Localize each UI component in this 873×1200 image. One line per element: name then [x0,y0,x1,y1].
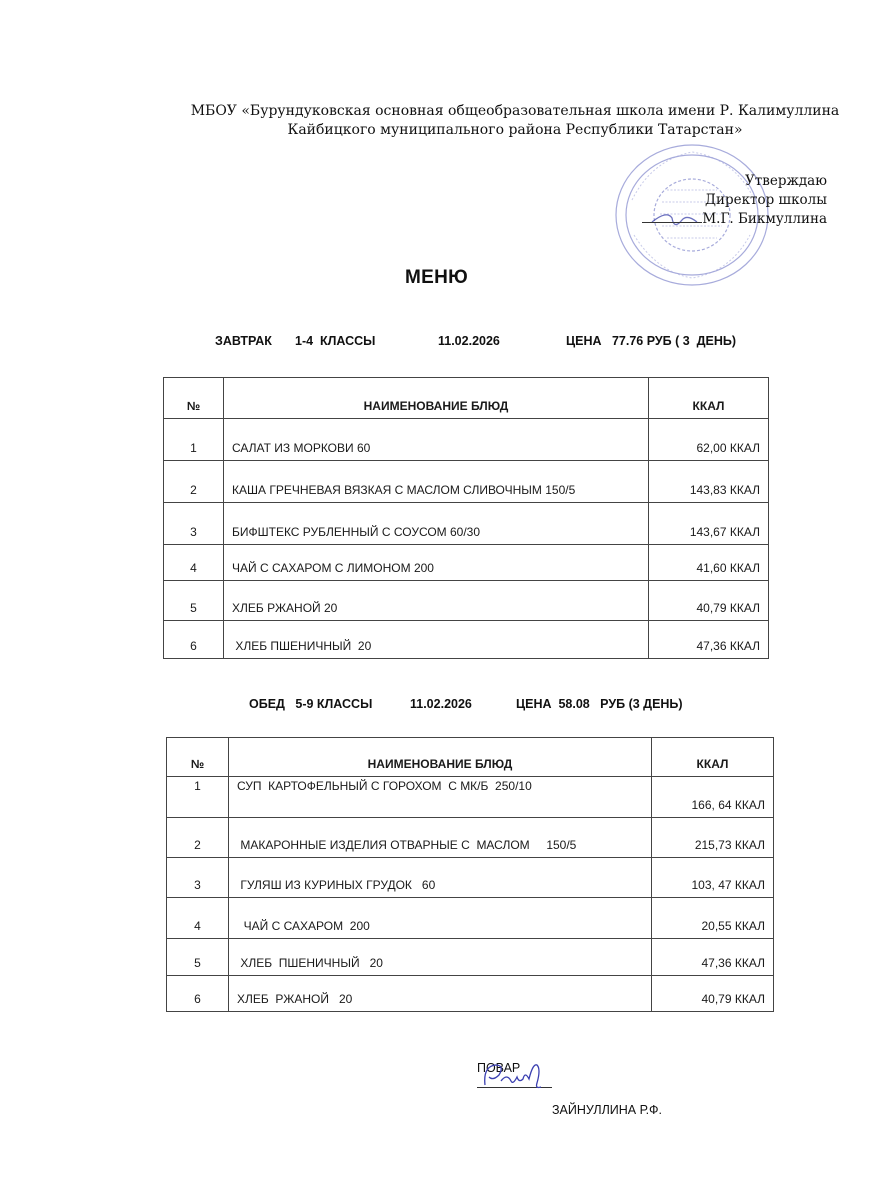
director-title: Директор школы [704,192,827,208]
cook-name: ЗАЙНУЛЛИНА Р.Ф. [551,1103,663,1117]
breakfast-menu-table [163,377,769,659]
row-number: 2 [167,818,229,858]
table-row [164,621,769,659]
dish-name: ЧАЙ С САХАРОМ С ЛИМОНОМ 200 [224,545,649,581]
org-line-2: Кайбицкого муниципального района Республики Татарстан» [287,122,743,138]
dish-kcal: 143,67 ККАЛ [649,503,769,545]
table-row [167,818,774,858]
dish-kcal: 103, 47 ККАЛ [652,858,774,898]
dish-name: ХЛЕБ ПШЕНИЧНЫЙ 20 [229,939,652,976]
dish-kcal: 40,79 ККАЛ [652,976,774,1012]
breakfast-meal-label: ЗАВТРАК [215,334,272,348]
dish-kcal: 143,83 ККАЛ [649,461,769,503]
row-number: 2 [164,461,224,503]
dish-name: ХЛЕБ РЖАНОЙ 20 [224,581,649,621]
dish-name: ХЛЕБ ПШЕНИЧНЫЙ 20 [224,621,649,659]
lunch-date: 11.02.2026 [410,697,472,711]
breakfast-price: ЦЕНА 77.76 РУБ ( 3 ДЕНЬ) [566,334,737,348]
row-number: 3 [167,858,229,898]
breakfast-date: 11.02.2026 [438,334,500,348]
dish-name: САЛАТ ИЗ МОРКОВИ 60 [224,419,649,461]
dish-kcal: 47,36 ККАЛ [649,621,769,659]
lunch-price: ЦЕНА 58.08 РУБ (3 ДЕНЬ) [516,697,683,711]
table-row [167,976,774,1012]
row-number: 4 [164,545,224,581]
table-row [167,777,774,818]
dish-kcal: 166, 64 ККАЛ [652,777,774,818]
approval-label: Утверждаю [745,173,827,189]
dish-name: СУП КАРТОФЕЛЬНЫЙ С ГОРОХОМ С МК/Б 250/10 [229,777,652,818]
column-header-number: № [164,378,224,419]
dish-name: МАКАРОННЫЕ ИЗДЕЛИЯ ОТВАРНЫЕ С МАСЛОМ 150/5 [229,818,652,858]
director-name: М.Г. Бикмуллина [702,211,827,227]
row-number: 4 [167,898,229,939]
organization-header [150,102,873,140]
dish-name: ЧАЙ С САХАРОМ 200 [229,898,652,939]
table-row [167,939,774,976]
table-header-row [167,738,774,777]
dish-name: БИФШТЕКС РУБЛЕННЫЙ С СОУСОМ 60/30 [224,503,649,545]
table-row [164,461,769,503]
column-header-dish-name: НАИМЕНОВАНИЕ БЛЮД [229,738,652,777]
dish-kcal: 62,00 ККАЛ [649,419,769,461]
column-header-number: № [167,738,229,777]
dish-kcal: 20,55 ККАЛ [652,898,774,939]
cook-signature-block [470,1047,662,1117]
column-header-kcal: ККАЛ [652,738,774,777]
dish-name: КАША ГРЕЧНЕВАЯ ВЯЗКАЯ С МАСЛОМ СЛИВОЧНЫМ 150/5 [224,461,649,503]
table-row [164,419,769,461]
dish-kcal: 41,60 ККАЛ [649,545,769,581]
table-header-row [164,378,769,419]
lunch-meal-label: ОБЕД 5-9 КЛАССЫ [249,697,373,711]
row-number: 5 [167,939,229,976]
director-signature-line [642,222,702,223]
handwritten-signature-icon [476,1059,551,1091]
dish-name: ХЛЕБ РЖАНОЙ 20 [229,976,652,1012]
lunch-menu-table [166,737,774,1012]
approval-block [702,172,827,229]
row-number: 3 [164,503,224,545]
dish-name: ГУЛЯШ ИЗ КУРИНЫХ ГРУДОК 60 [229,858,652,898]
row-number: 1 [164,419,224,461]
column-header-dish-name: НАИМЕНОВАНИЕ БЛЮД [224,378,649,419]
table-row [167,858,774,898]
page-title: МЕНЮ [404,267,468,288]
table-row [164,581,769,621]
table-row [164,503,769,545]
table-row [164,545,769,581]
row-number: 5 [164,581,224,621]
column-header-kcal: ККАЛ [649,378,769,419]
cook-signature-line [477,1075,552,1088]
org-line-1: МБОУ «Бурундуковская основная общеобразовательная школа имени Р. Калимуллина [190,103,840,119]
row-number: 6 [164,621,224,659]
cook-label: ПОВАР [476,1061,521,1075]
table-row [167,898,774,939]
row-number: 6 [167,976,229,1012]
dish-kcal: 47,36 ККАЛ [652,939,774,976]
dish-kcal: 215,73 ККАЛ [652,818,774,858]
breakfast-classes: 1-4 КЛАССЫ [295,334,376,348]
row-number: 1 [167,777,229,818]
dish-kcal: 40,79 ККАЛ [649,581,769,621]
